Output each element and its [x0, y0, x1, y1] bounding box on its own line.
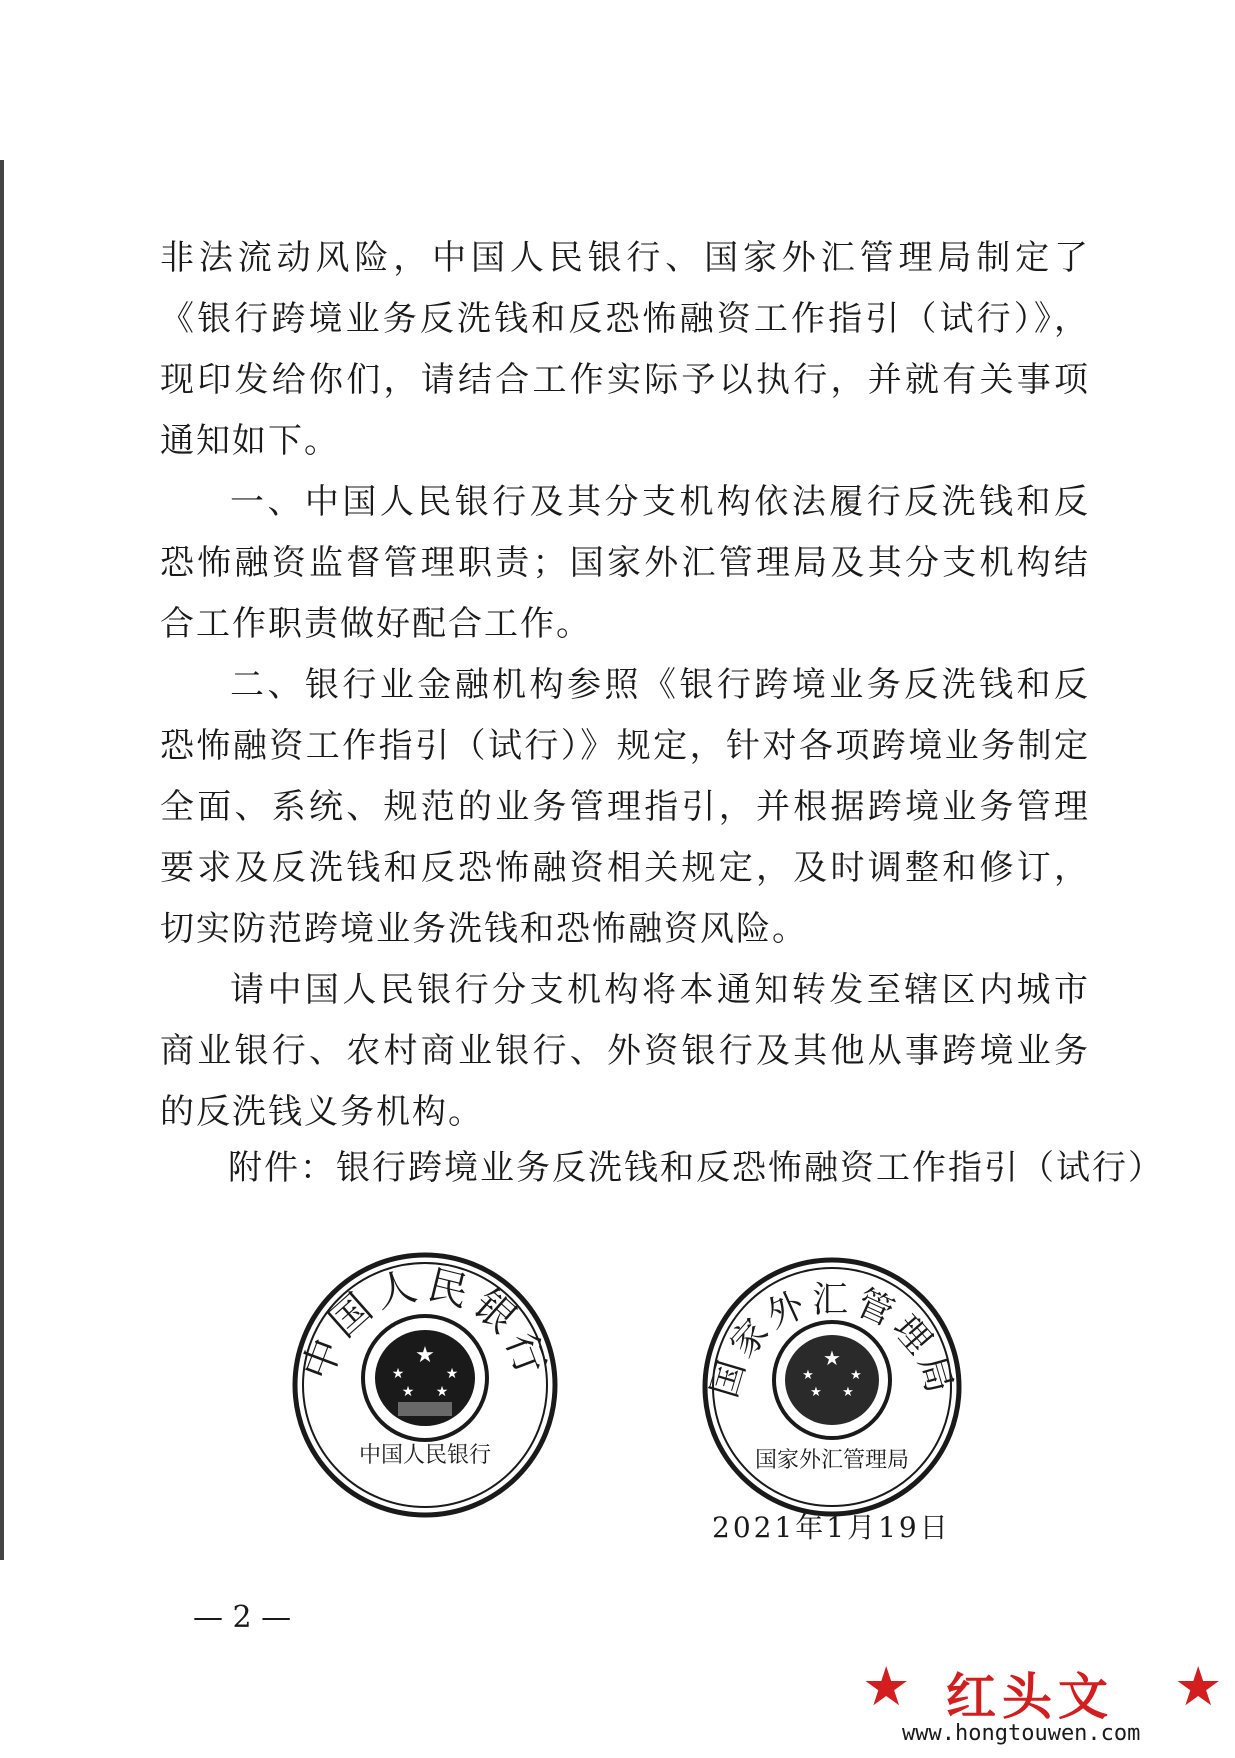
watermark-title: 红头文	[946, 1668, 1114, 1726]
svg-text:★: ★	[415, 1343, 435, 1368]
paragraph-2: 一、中国人民银行及其分支机构依法履行反洗钱和反恐怖融资监督管理职责；国家外汇管理局及其分支机构结合工作职责做好配合工作。	[160, 482, 1090, 644]
svg-text:★: ★	[850, 1368, 862, 1383]
body-text	[160, 228, 1090, 1143]
paragraph-1: 非法流动风险，中国人民银行、国家外汇管理局制定了《银行跨境业务反洗钱和反恐怖融资工作指引（试行）》，现印发给你们，请结合工作实际予以执行，并就有关事项通知如下。	[160, 238, 1090, 461]
paragraph-4: 请中国人民银行分支机构将本通知转发至辖区内城市商业银行、农村商业银行、外资银行及其他从事跨境业务的反洗钱义务机构。	[160, 970, 1090, 1132]
svg-text:★: ★	[842, 1385, 854, 1400]
paragraph-3: 二、银行业金融机构参照《银行跨境业务反洗钱和反恐怖融资工作指引（试行）》规定，针对各项跨境业务制定全面、系统、规范的业务管理指引，并根据跨境业务管理要求及反洗钱和反恐怖融资相关规定，及时调整和修订，切实防范跨境业务洗钱和恐怖融资风险。	[160, 665, 1090, 949]
star-icon: ★	[862, 1655, 911, 1718]
safe-seal-bottom-text: 国家外汇管理局	[754, 1448, 910, 1473]
attachment-line: 附件：银行跨境业务反洗钱和反恐怖融资工作指引（试行）	[228, 1148, 1164, 1188]
star-icon: ★	[1174, 1655, 1223, 1718]
svg-text:★: ★	[435, 1384, 449, 1400]
scan-edge	[0, 160, 4, 1560]
site-watermark	[862, 1655, 1232, 1755]
pboc-seal-arc-text: 中国人民银行	[294, 1261, 556, 1387]
safe-seal-arc-text: 国家外汇管理局	[703, 1279, 962, 1403]
safe-seal	[700, 1255, 965, 1520]
svg-text:★: ★	[391, 1366, 405, 1382]
issue-date: 2021年1月19日	[712, 1511, 951, 1544]
pboc-seal	[290, 1250, 560, 1520]
svg-text:★: ★	[401, 1384, 415, 1400]
svg-text:★: ★	[810, 1385, 822, 1400]
watermark-url: www.hongtouwen.com	[902, 1721, 1141, 1746]
pboc-seal-bottom-text: 中国人民银行	[358, 1443, 492, 1468]
svg-text:★: ★	[445, 1366, 459, 1382]
page-number: — 2 —	[193, 1600, 292, 1635]
svg-text:★: ★	[823, 1346, 841, 1370]
svg-text:★: ★	[802, 1368, 814, 1383]
